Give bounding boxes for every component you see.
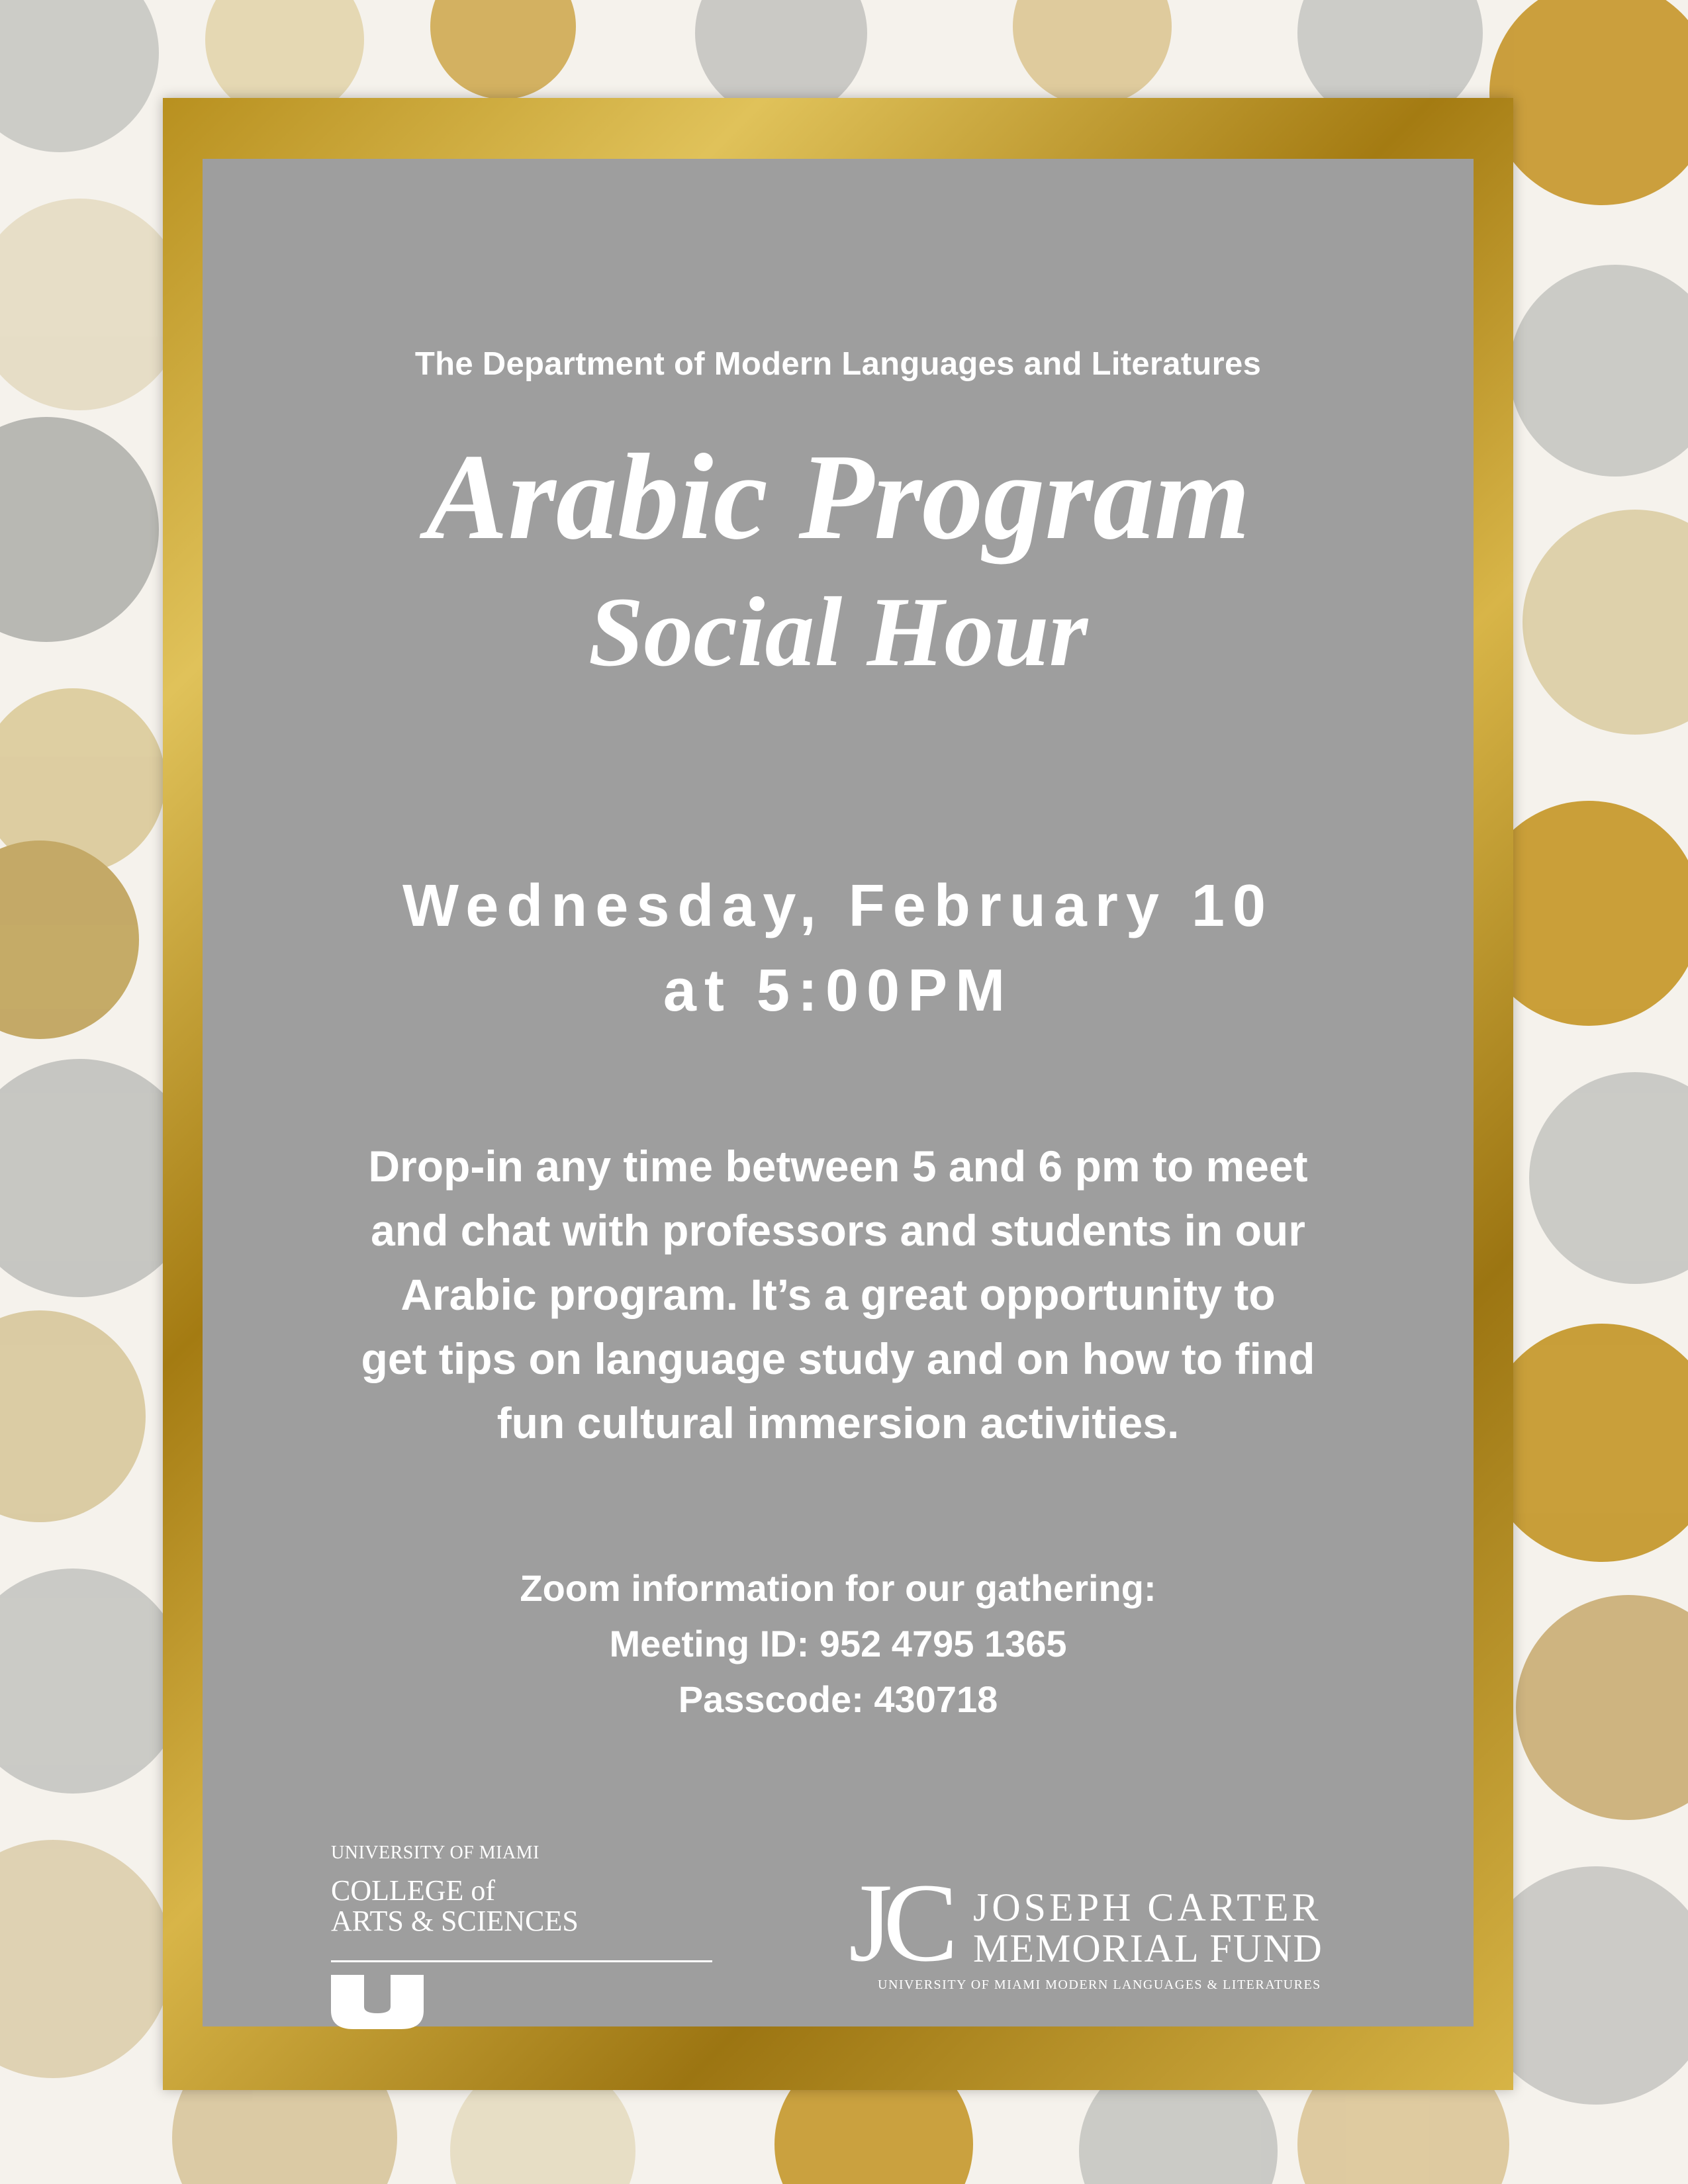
description-line: get tips on language study and on how to find — [361, 1334, 1315, 1383]
department-name: The Department of Modern Languages and Literatures — [414, 346, 1262, 382]
um-college-line2: ARTS & SCIENCES — [331, 1905, 579, 1937]
um-college-name — [331, 1876, 715, 1936]
university-of-miami-logo — [331, 1844, 715, 1981]
um-divider — [331, 1960, 712, 1962]
um-college-line1: COLLEGE of — [331, 1874, 496, 1907]
event-subtitle: Social Hour — [588, 577, 1088, 687]
zoom-passcode: Passcode: 430718 — [678, 1678, 998, 1720]
description-line: Drop-in any time between 5 and 6 pm to meet — [368, 1142, 1308, 1191]
event-time: at 5:00PM — [663, 958, 1013, 1024]
event-date: Wednesday, February 10 — [402, 873, 1274, 939]
flyer-panel — [203, 159, 1474, 2026]
jc-tagline: UNIVERSITY OF MIAMI MODERN LANGUAGES & LITERATURES — [878, 1978, 1321, 1992]
gold-frame — [163, 98, 1513, 2090]
jc-name-line2: MEMORIAL FUND — [973, 1927, 1323, 1970]
zoom-heading: Zoom information for our gathering: — [520, 1567, 1156, 1609]
description-line: fun cultural immersion activities. — [496, 1398, 1180, 1447]
zoom-info — [203, 1561, 1474, 1727]
event-title: Arabic Program — [426, 429, 1250, 565]
jc-monogram: JC — [849, 1860, 949, 1985]
zoom-meeting-id: Meeting ID: 952 4795 1365 — [609, 1623, 1067, 1664]
event-description — [229, 1134, 1447, 1455]
um-university-name: UNIVERSITY OF MIAMI — [331, 1843, 539, 1863]
jc-name-line1: JOSEPH CARTER — [973, 1886, 1322, 1929]
description-line: Arabic program. It’s a great opportunity to — [400, 1270, 1276, 1319]
um-u-icon — [331, 1975, 424, 2029]
joseph-carter-memorial-fund-logo — [849, 1860, 1365, 1997]
description-line: and chat with professors and students in our — [371, 1206, 1305, 1255]
